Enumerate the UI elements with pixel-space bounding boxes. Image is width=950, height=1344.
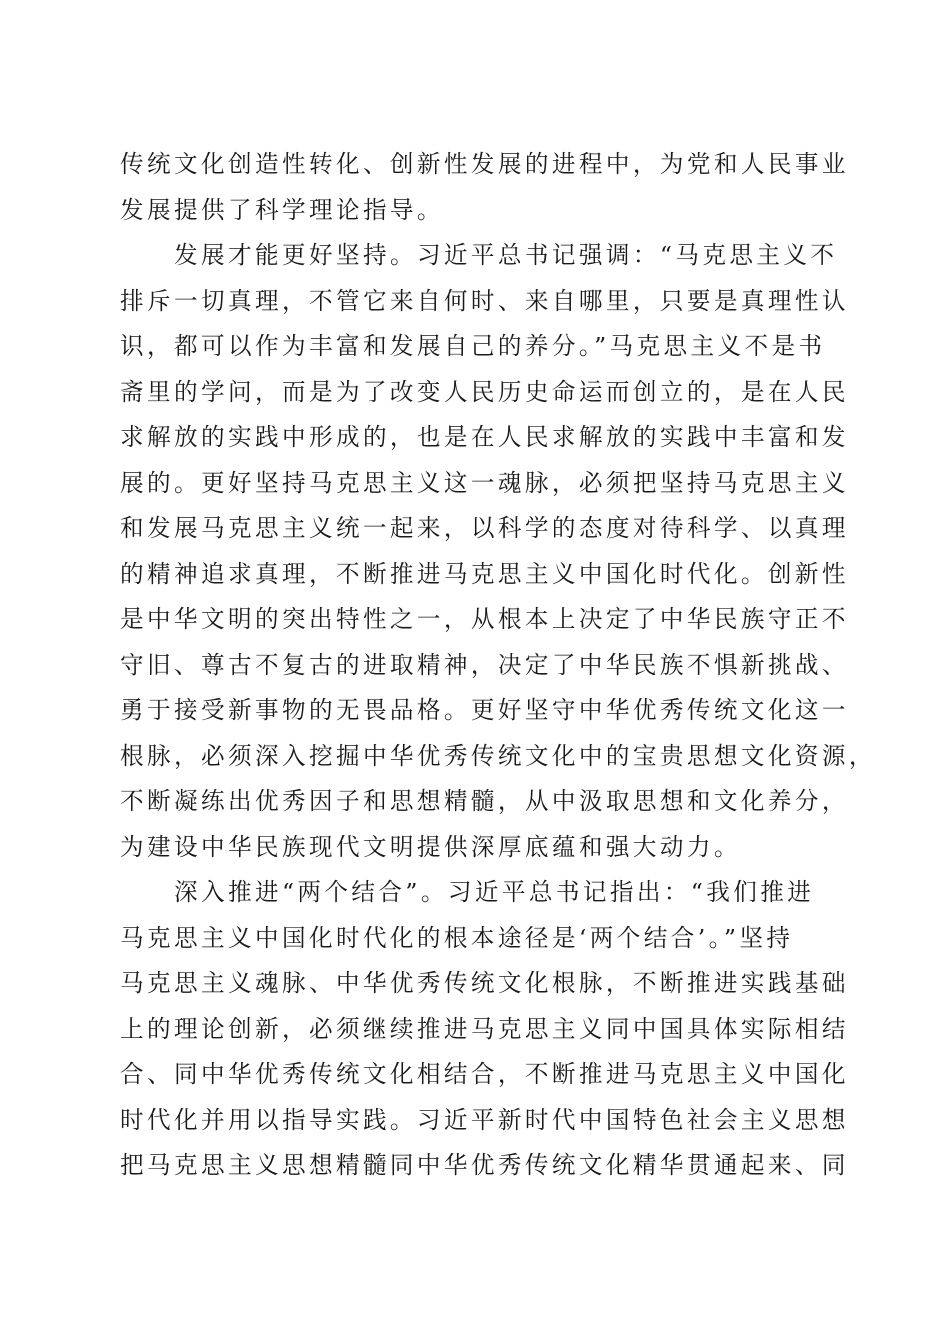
text-line: 为建设中华民族现代文明提供深厚底蕴和强大动力。 [120,832,741,861]
text-line: 是中华文明的突出特性之一，从根本上决定了中华民族守正不 [120,605,849,633]
text-line: 上的理论创新，必须继续推进马克思主义同中国具体实际相结 [120,1014,849,1043]
text-line: 展的。更好坚持马克思主义这一魂脉，必须把坚持马克思主义 [120,468,849,497]
text-line: 马克思主义魂脉、中华优秀传统文化根脉，不断推进实践基础 [120,969,849,997]
text-line: 时代化并用以指导实践。习近平新时代中国特色社会主义思想 [120,1105,849,1134]
text-line: 根脉，必须深入挖掘中华优秀传统文化中的宝贵思想文化资源， [120,741,876,770]
text-line: 传统文化创造性转化、创新性发展的进程中，为党和人民事业 [120,150,849,178]
text-line: 合、同中华优秀传统文化相结合，不断推进马克思主义中国化 [120,1060,849,1088]
text-line: 识，都可以作为丰富和发展自己的养分。”马克思主义不是书 [120,332,826,360]
text-line: 发展提供了科学理论指导。 [120,195,444,224]
text-line: 斋里的学问，而是为了改变人民历史命运而创立的，是在人民 [120,377,849,406]
text-line: 和发展马克思主义统一起来，以科学的态度对待科学、以真理 [120,514,849,542]
text-line: 求解放的实践中形成的，也是在人民求解放的实践中丰富和发 [120,423,849,451]
paragraph-start-line: 发展才能更好坚持。习近平总书记强调：“马克思主义不 [174,241,838,269]
text-line: 把马克思主义思想精髓同中华优秀传统文化精华贯通起来、同 [120,1151,849,1179]
body-text [120,142,876,1189]
text-line: 勇于接受新事物的无畏品格。更好坚守中华优秀传统文化这一 [120,696,849,724]
text-line: 的精神追求真理，不断推进马克思主义中国化时代化。创新性 [120,559,849,588]
text-line: 马克思主义中国化时代化的根本途径是‘两个结合’。”坚持 [120,923,794,952]
text-line: 排斥一切真理，不管它来自何时、来自哪里，只要是真理性认 [120,286,849,315]
text-line: 守旧、尊古不复古的进取精神，决定了中华民族不惧新挑战、 [120,650,849,679]
text-line: 不断凝练出优秀因子和思想精髓，从中汲取思想和文化养分， [120,787,849,815]
paragraph-start-line: 深入推进“两个结合”。习近平总书记指出：“我们推进 [174,878,815,906]
